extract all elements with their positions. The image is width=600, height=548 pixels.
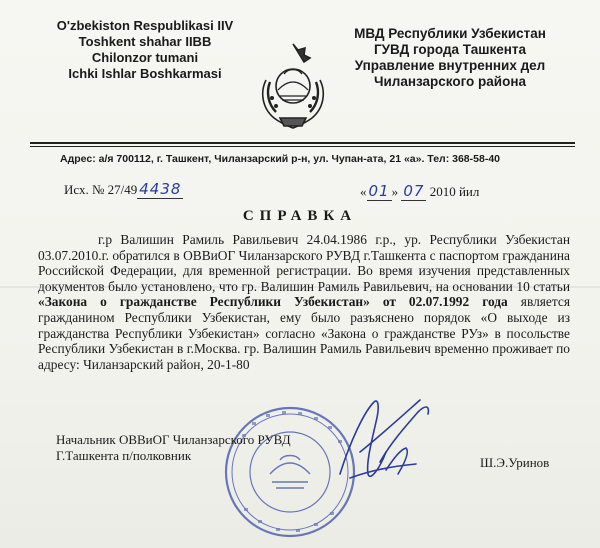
body-paragraph [38,232,570,372]
header-right-russian [335,26,565,90]
header-right-line2: ГУВД города Ташкента [373,42,527,57]
header-rule [30,142,575,144]
body-part1: г.р Валишин Рамиль Равильевич 24.04.1986 г.р., ур. Республики Узбекистан 03.07.2010.г. обратился в ОВВиОГ Чиланзарского РУВД г.Ташкента с паспортом гражданина Российской Федерации, для временной регистрации. Во время изучения представленных документов было установлено, что гр. Валишин Рамиль Равильевич, на основании 10 статьи [38,232,570,294]
address-line: Адрес: а/я 700112, г. Ташкент, Чиланзарский р-н, ул. Чупан-ата, 21 «а». Тел: 368-58-40 [60,153,500,165]
header-left-uzbek [40,18,250,82]
state-emblem-icon [254,40,332,132]
outgoing-number-handwritten: 4438 [139,180,182,198]
outgoing-number [64,180,183,198]
signatory-line1: Начальник ОВВиОГ Чиланзарского РУВД [56,432,291,447]
body-part2: является гражданином Республики Узбекистан, ему было разъяснено порядок «О выходе из гражданства Республики Узбекистан» согласно «Закона о гражданстве РУз» в посольстве Республики Узбекистан в г.Москва. гр. Валишин Рамиль Равильевич временно проживает по адресу: Чиланзарский район, 20-1-80 [38,294,570,372]
header-right-line3: Управление внутренних дел [354,58,546,73]
outgoing-prefix: Исх. № 27/49 [64,182,138,197]
document-title: СПРАВКА [242,208,358,224]
header-left-line3: Chilonzor tumani [91,50,199,65]
document-body [38,232,570,372]
header-left-line4: Ichki Ishlar Boshkarmasi [68,66,222,81]
date-month: 07 [403,182,425,200]
document-date: « 01 » 07 2010 йил [360,182,480,200]
signatory-line2: Г.Ташкента п/полковник [56,448,192,463]
handwritten-signature-icon [320,382,440,492]
body-law-reference: «Закона о гражданстве Республики Узбекистан» от 02.07.1992 года [38,294,508,310]
header-right-line4: Чиланзарского района [373,74,527,89]
header-rule-thin [30,146,575,147]
signatory-title [56,432,291,464]
header-left-line2: Toshkent shahar IIBB [78,34,212,49]
signatory-name: Ш.Э.Уринов [480,455,550,470]
date-day: 01 [368,182,390,200]
date-year: 2010 йил [429,184,480,199]
header-left-line1: O'zbekiston Respublikasi IIV [56,18,234,33]
header-right-line1: МВД Республики Узбекистан [354,26,546,41]
